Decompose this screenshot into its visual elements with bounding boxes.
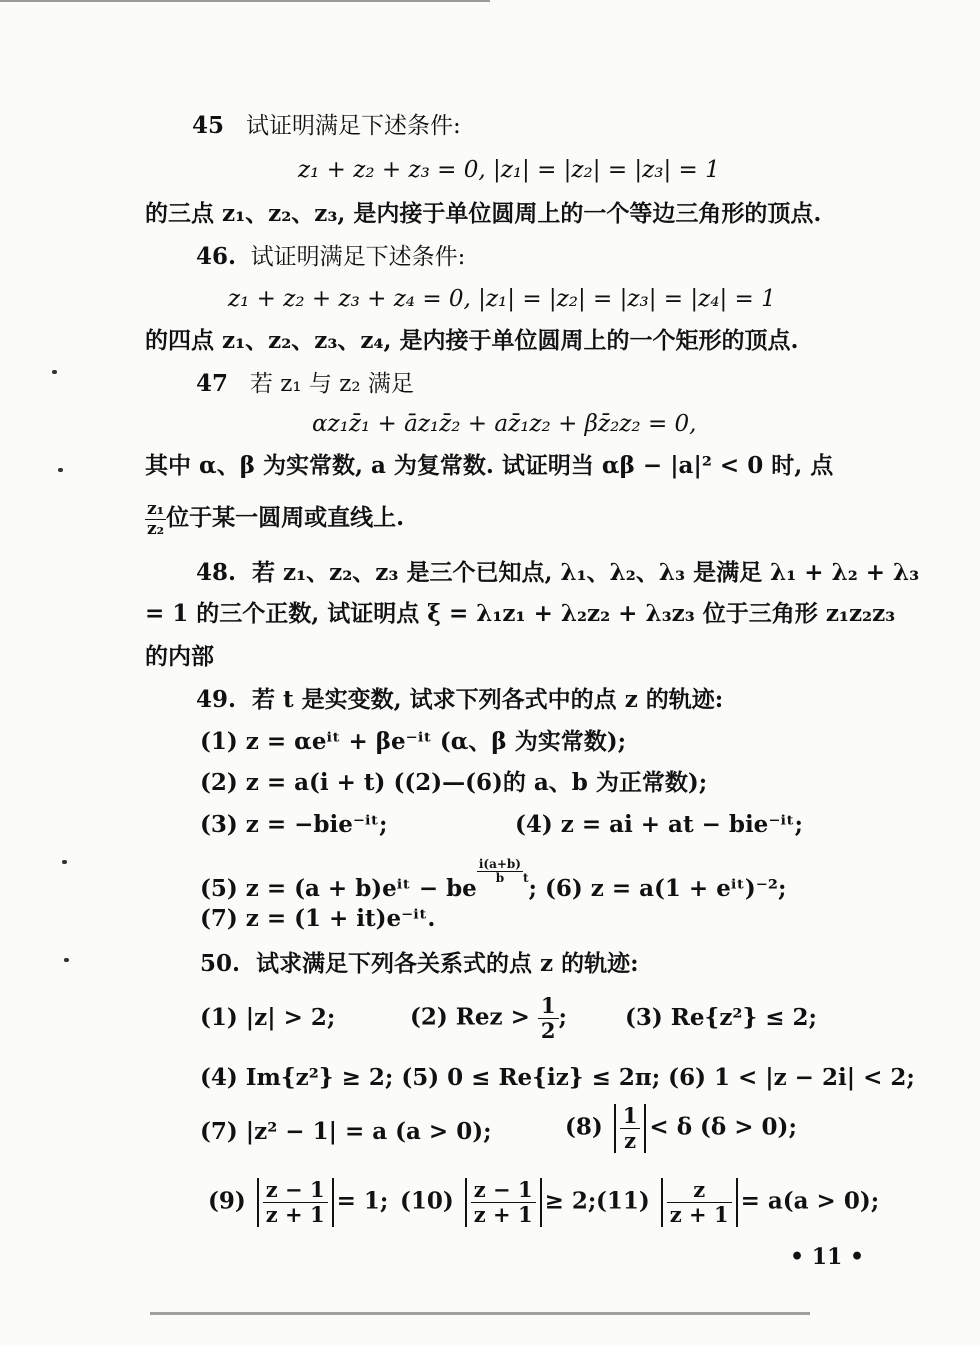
fraction-denominator: z₂ (147, 518, 165, 539)
item-2-suffix: ; (558, 1003, 568, 1031)
problem-49-number: 49. (196, 686, 237, 713)
problem-50-item-10 (400, 1178, 596, 1227)
problem-50-item-1: (1) |z| > 2; (200, 1004, 336, 1031)
item-9-fraction (263, 1178, 328, 1227)
problem-50-item-2 (410, 994, 567, 1043)
problem-47-equation: αz₁z̄₁ + āz₁z̄₂ + az̄₁z₂ + βz̄₂z₂ = 0, (312, 411, 697, 437)
item-10-denominator: z + 1 (473, 1202, 533, 1228)
problem-49-item-2: (2) z = a(i + t) ((2)—(6)的 a、b 为正常数); (200, 769, 708, 796)
one-over-z-fraction (620, 1104, 641, 1153)
item-9-suffix: = 1; (336, 1187, 389, 1215)
problem-47-intro (196, 370, 414, 399)
abs-item-10 (465, 1178, 542, 1227)
problem-49-item-4: (4) z = ai + at − bie⁻ⁱᵗ; (515, 811, 803, 838)
item-10-suffix: ≥ 2; (544, 1187, 597, 1215)
problem-48-line-1 (196, 559, 919, 588)
problem-45-intro (192, 112, 461, 141)
problem-47-conclusion (145, 500, 404, 538)
problem-49-intro (196, 686, 723, 715)
abs-item-11 (661, 1178, 738, 1227)
abs-item-9 (257, 1178, 334, 1227)
item-2-prefix: (2) Rez > (410, 1003, 530, 1031)
one-half-numerator: 1 (538, 994, 559, 1019)
item-10-numerator: z − 1 (471, 1178, 536, 1203)
problem-47-number: 47 (196, 370, 229, 397)
one-over-z-numerator: 1 (620, 1104, 641, 1129)
problem-49-item-1: (1) z = αeⁱᵗ + βe⁻ⁱᵗ (α、β 为实常数); (200, 728, 627, 755)
exponent-fraction (477, 858, 523, 885)
one-over-z-denominator: z (624, 1128, 637, 1154)
problem-46-conclusion: 的四点 z₁、z₂、z₃、z₄, 是内接于单位圆周上的一个矩形的顶点. (145, 327, 799, 354)
problem-49-intro-text: 若 t 是实变数, 试求下列各式中的点 z 的轨迹: (252, 686, 724, 713)
page-number: • 11 • (790, 1244, 865, 1270)
problem-49-item-5-text: (5) z = (a + b)eⁱᵗ − be (200, 875, 477, 903)
problem-49-item-3: (3) z = −bie⁻ⁱᵗ; (200, 811, 388, 838)
problem-48-line-2: = 1 的三个正数, 试证明点 ξ = λ₁z₁ + λ₂z₂ + λ₃z₃ 位于三角形 z₁z₂z₃ (145, 600, 896, 627)
problem-48-line-1-text: 若 z₁、z₂、z₃ 是三个已知点, λ₁、λ₂、λ₃ 是满足 λ₁ + λ₂ + λ₃ (252, 559, 920, 586)
exponent-tail: t (522, 871, 529, 886)
problem-50-intro-text: 试求满足下列各关系式的点 z 的轨迹: (256, 950, 639, 977)
problem-50-item-8 (565, 1104, 797, 1153)
one-half-fraction (538, 994, 559, 1043)
one-half-denominator: 2 (540, 1018, 556, 1044)
problem-50-item-3: (3) Re{z²} ≤ 2; (625, 1004, 818, 1031)
problem-49-item-7: (7) z = (1 + it)e⁻ⁱᵗ. (200, 905, 436, 932)
problem-47-conclusion-text: 位于某一圆周或直线上. (166, 504, 405, 532)
problem-50-intro (200, 950, 639, 979)
item-8-suffix: < δ (δ > 0); (649, 1113, 797, 1141)
scan-speck (52, 370, 57, 374)
item-11-denominator: z + 1 (669, 1202, 729, 1228)
item-11-suffix: = a(a > 0); (740, 1187, 880, 1215)
problem-45-equation: z₁ + z₂ + z₃ = 0, |z₁| = |z₂| = |z₃| = 1 (298, 157, 720, 183)
exponent-denominator: b (495, 871, 505, 886)
problem-48-line-3: 的内部 (145, 643, 214, 670)
problem-50-item-11 (596, 1178, 879, 1227)
problem-49-item-5-6 (200, 858, 786, 904)
problem-47-intro-text: 若 z₁ 与 z₂ 满足 (249, 371, 414, 397)
z1-over-z2-fraction (145, 500, 166, 538)
problem-45-conclusion: 的三点 z₁、z₂、z₃, 是内接于单位圆周上的一个等边三角形的顶点. (145, 200, 822, 227)
scan-speck (62, 860, 67, 864)
scan-top-edge (0, 0, 490, 2)
problem-50-item-7: (7) |z² − 1| = a (a > 0); (200, 1118, 492, 1145)
scan-bottom-edge (150, 1312, 810, 1315)
item-10-prefix: (10) (400, 1187, 454, 1215)
item-11-fraction (667, 1178, 732, 1227)
problem-50-number: 50. (200, 950, 241, 977)
problem-50-item-9 (208, 1178, 388, 1227)
item-10-fraction (471, 1178, 536, 1227)
item-11-numerator: z (667, 1178, 732, 1203)
problem-45-intro-text: 试证明满足下述条件: (245, 113, 461, 139)
problem-50-items-4-6: (4) Im{z²} ≥ 2; (5) 0 ≤ Re{iz} ≤ 2π; (6) 1 < |z − 2i| < 2; (200, 1064, 915, 1091)
problem-46-number: 46. (196, 243, 237, 270)
problem-46-intro (196, 243, 465, 272)
item-11-prefix: (11) (596, 1187, 650, 1215)
problem-48-number: 48. (196, 559, 237, 586)
problem-46-intro-text: 试证明满足下述条件: (250, 244, 466, 270)
problem-45-number: 45 (192, 112, 225, 139)
item-9-denominator: z + 1 (265, 1202, 325, 1228)
problem-47-condition: 其中 α、β 为实常数, a 为复常数. 试证明当 αβ − |a|² < 0 时, 点 (145, 452, 834, 479)
abs-one-over-z (614, 1104, 647, 1153)
item-9-numerator: z − 1 (263, 1178, 328, 1203)
problem-49-item-6-text: ; (6) z = a(1 + eⁱᵗ)⁻²; (528, 875, 787, 903)
scan-speck (64, 958, 69, 962)
exponent-numerator: i(a+b) (478, 857, 521, 871)
fraction-numerator: z₁ (147, 499, 165, 519)
problem-46-equation: z₁ + z₂ + z₃ + z₄ = 0, |z₁| = |z₂| = |z₃| = |z₄| = 1 (228, 286, 776, 312)
item-9-prefix: (9) (208, 1187, 246, 1215)
item-8-prefix: (8) (565, 1113, 603, 1141)
scan-speck (58, 468, 63, 472)
